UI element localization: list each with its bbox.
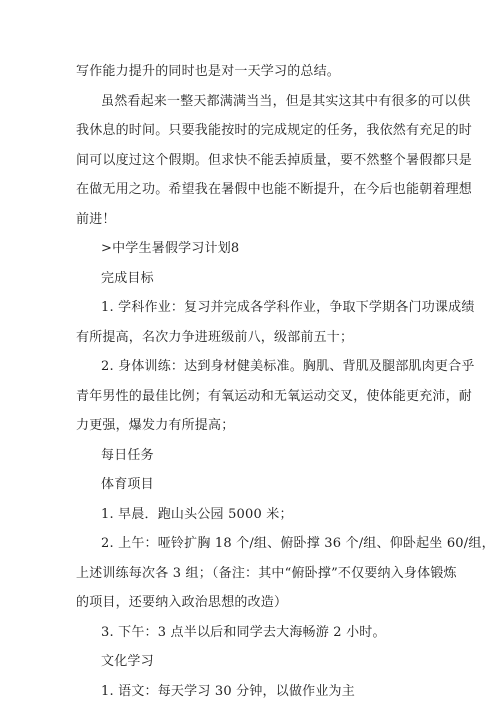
text-line: 有所提高，名次力争进班级前八，级部前五十； xyxy=(76,330,354,345)
list-item: 1. 语文：每天学习 30 分钟，以做作业为主 xyxy=(101,684,355,699)
section-heading: >中学生暑假学习计划8 xyxy=(101,241,240,256)
text-line: 我休息的时间。只要我能按时的完成规定的任务，我依然有充足的时 xyxy=(76,123,473,138)
list-item: 2. 身体训练：达到身材健美标准。胸肌、背肌及腿部肌肉更合乎 xyxy=(101,359,475,374)
list-item: 2. 上午：哑铃扩胸 18 个/组、俯卧撑 36 个/组、仰卧起坐 60/组， xyxy=(101,536,495,551)
list-item: 1. 学科作业：复习并完成各学科作业，争取下学期各门功课成绩 xyxy=(101,300,475,315)
section-heading: 体育项目 xyxy=(101,477,154,492)
section-heading: 完成目标 xyxy=(101,271,154,286)
text-line: 前进！ xyxy=(76,212,116,227)
text-line: 虽然看起来一整天都满满当当，但是其实这其中有很多的可以供 xyxy=(101,94,471,109)
list-item: 1. 早晨．跑山头公园 5000 米； xyxy=(101,507,293,522)
section-heading: 每日任务 xyxy=(101,448,154,463)
text-line: 上述训练每次各 3 组；（备注：其中“俯卧撑”不仅要纳入身体锻炼 xyxy=(76,566,457,581)
list-item: 3. 下午：3 点半以后和同学去大海畅游 2 小时。 xyxy=(101,625,386,640)
text-line: 在做无用之功。希望我在暑假中也能不断提升，在今后也能朝着理想 xyxy=(76,182,473,197)
text-line: 写作能力提升的同时也是对一天学习的总结。 xyxy=(76,64,341,79)
text-line: 间可以度过这个假期。但求快不能丢掉质量，要不然整个暑假都只是 xyxy=(76,153,473,168)
section-heading: 文化学习 xyxy=(101,654,154,669)
text-line: 力更强，爆发力有所提高； xyxy=(76,418,235,433)
text-line: 青年男性的最佳比例；有氧运动和无氧运动交叉，使体能更充沛，耐 xyxy=(76,389,473,404)
text-line: 的项目，还要纳入政治思想的改造） xyxy=(76,595,288,610)
